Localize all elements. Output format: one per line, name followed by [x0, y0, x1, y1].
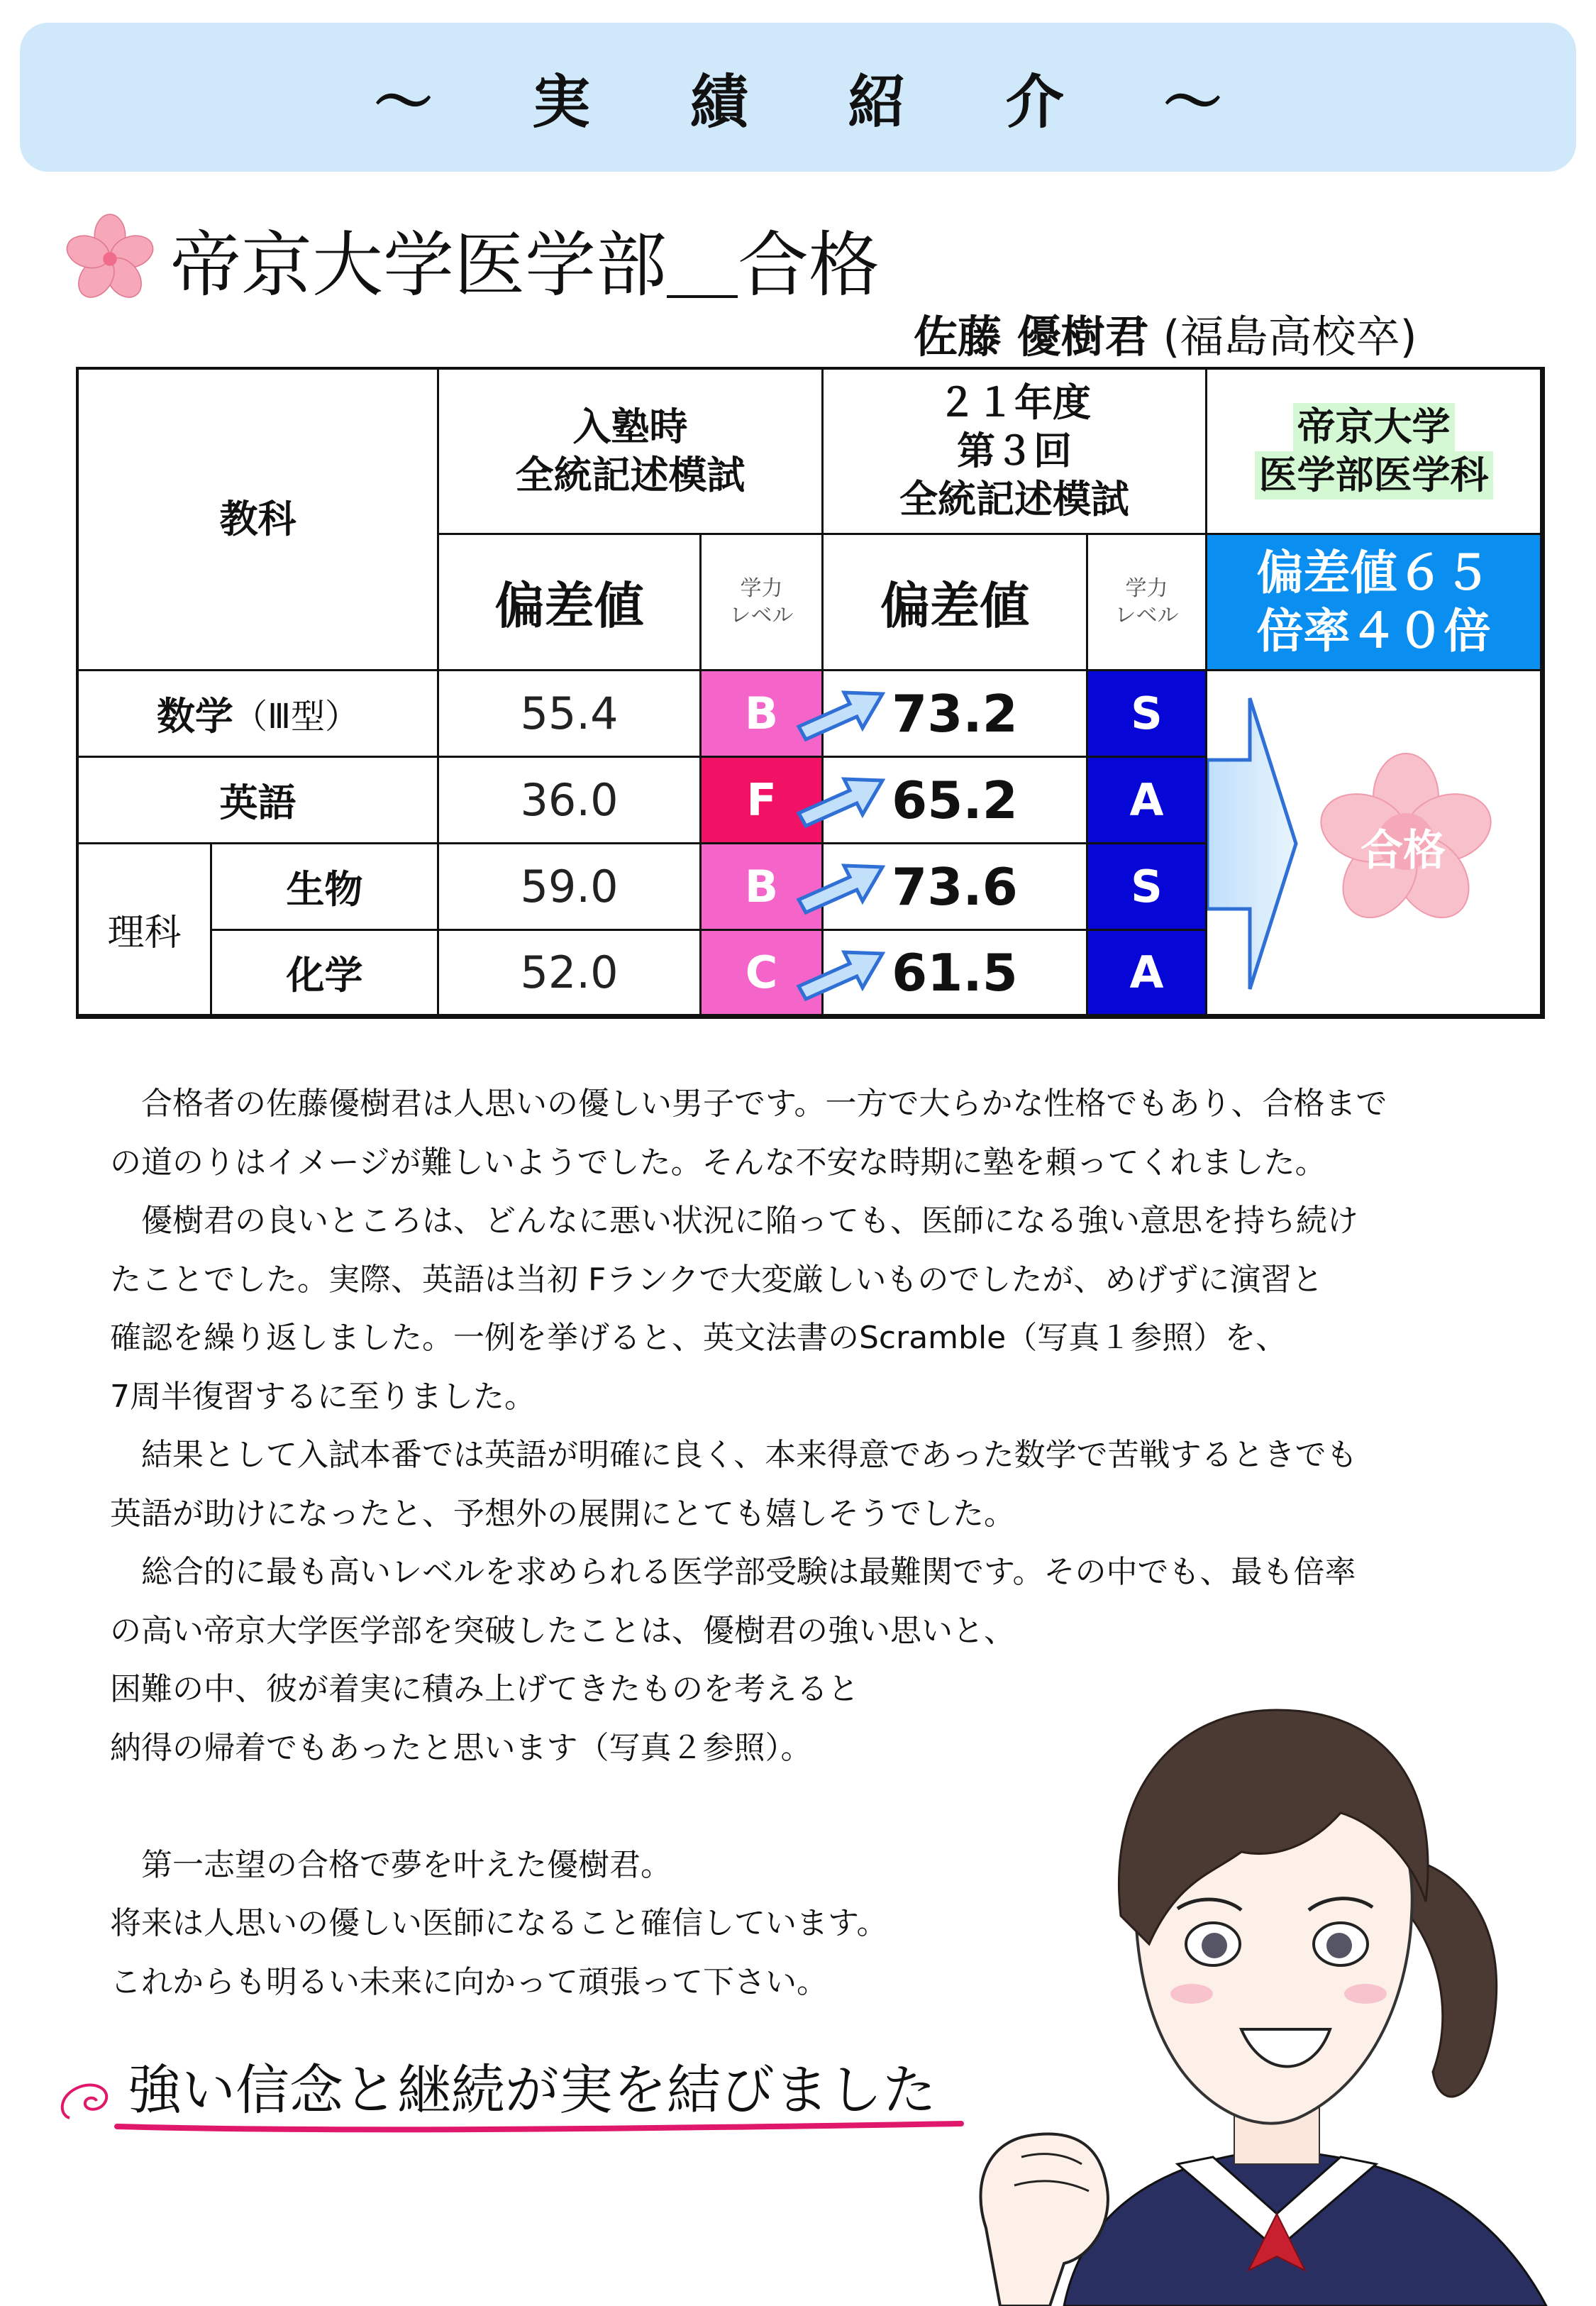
- chemistry-pre-level: C: [702, 931, 824, 1016]
- science-label: 理科: [79, 844, 212, 1016]
- improve-arrow-icon: [794, 765, 885, 829]
- body-line: 第一志望の合格で夢を叶えた優樹君。: [110, 1846, 672, 1883]
- math-pre-level: B: [702, 671, 824, 758]
- english-pre-score: 36.0: [439, 758, 702, 844]
- body-line: の道のりはイメージが難しいようでした。そんな不安な時期に塾を頼ってくれました。: [110, 1144, 1326, 1181]
- math-post-score: 73.2: [824, 671, 1088, 758]
- page-title-row: [64, 206, 880, 312]
- body-line: たことでした。実際、英語は当初 Fランクで大変厳しいものでしたが、めげずに演習と: [110, 1261, 1324, 1298]
- exam-level-label-1: 学力: [1125, 575, 1168, 601]
- target-header: [1207, 370, 1542, 535]
- entry-level-label-2: レベル: [729, 602, 794, 628]
- entry-score-label: 偏差値: [439, 535, 702, 671]
- entry-level-label-1: 学力: [740, 575, 783, 601]
- swirl-mark-icon: [55, 2075, 119, 2125]
- body-line: の高い帝京大学医学部を突破したことは、優樹君の強い思いと、: [110, 1612, 1015, 1649]
- improve-arrow-icon: [794, 851, 885, 915]
- col-exam-line3: 全統記述模試: [899, 477, 1129, 522]
- subject-english: 英語: [79, 758, 439, 844]
- target-deviation: 偏差値６５: [1256, 545, 1491, 600]
- slogan-underline: [113, 2111, 965, 2139]
- chemistry-post-level: A: [1088, 931, 1207, 1016]
- banner-title: ～ 実 績 紹 介 ～: [374, 68, 1262, 136]
- chemistry-pre-score: 52.0: [439, 931, 702, 1016]
- col-entry-header: [439, 370, 824, 535]
- col-exam-line1: ２１年度: [938, 380, 1091, 425]
- target-faculty: 医学部医学科: [1255, 451, 1493, 500]
- target-ratio: 倍率４０倍: [1256, 603, 1491, 658]
- student-illustration: [943, 1646, 1582, 2306]
- chemistry-post-score: 61.5: [824, 931, 1088, 1016]
- body-line: 困難の中、彼が着実に積み上げてきたものを考えると: [110, 1671, 859, 1707]
- student-info: [914, 302, 1417, 365]
- student-school: (福島高校卒): [1163, 311, 1417, 363]
- body-line: これからも明るい未来に向かって頑張って下さい。: [110, 1963, 828, 2000]
- exam-level-label: [1088, 535, 1207, 671]
- body-line: 確認を繰り返しました。一例を挙げると、英文法書のScramble（写真１参照）を、: [110, 1320, 1287, 1356]
- biology-post-score: 73.6: [824, 844, 1088, 931]
- exam-level-label-2: レベル: [1114, 602, 1179, 628]
- math-post-level: S: [1088, 671, 1207, 758]
- body-line: 将来は人思いの優しい医師になること確信しています。: [110, 1905, 888, 1941]
- target-univ: 帝京大学: [1293, 403, 1455, 451]
- col-exam-header: [824, 370, 1207, 535]
- body-line: 英語が助けになったと、予想外の展開にとても嬉しそうでした。: [110, 1495, 1015, 1532]
- subject-math: [79, 671, 439, 758]
- entry-level-label: [702, 535, 824, 671]
- improve-arrow-icon: [794, 678, 885, 742]
- col-exam-line2: 第３回: [957, 429, 1072, 473]
- body-line: 総合的に最も高いレベルを求められる医学部受験は最難関です。その中でも、最も倍率: [110, 1554, 1356, 1590]
- body-line: 優樹君の良いところは、どんなに悪い状況に陥っても、医師になる強い意思を持ち続け: [110, 1203, 1358, 1239]
- col-entry-line2: 全統記述模試: [515, 453, 746, 497]
- subject-math-label: 数学: [156, 694, 233, 739]
- english-pre-level: F: [702, 758, 824, 844]
- result-label: 合格: [1361, 826, 1446, 876]
- result-cell: [1207, 671, 1542, 1016]
- body-line: 結果として入試本番では英語が明確に良く、本来得意であった数学で苦戦するときでも: [110, 1437, 1358, 1473]
- subject-math-note: （Ⅲ型）: [233, 697, 360, 737]
- header-banner: [20, 23, 1576, 172]
- subject-header: 教科: [79, 370, 439, 671]
- biology-pre-score: 59.0: [439, 844, 702, 931]
- math-pre-score: 55.4: [439, 671, 702, 758]
- cherry-blossom-icon: [64, 213, 156, 305]
- subject-biology: 生物: [212, 844, 439, 931]
- english-post-level: A: [1088, 758, 1207, 844]
- slogan-text: 強い信念と継続が実を結びました: [128, 2058, 936, 2122]
- student-name: 佐藤 優樹君: [914, 311, 1149, 363]
- page-title: 帝京大学医学部＿合格: [170, 224, 880, 307]
- biology-post-level: S: [1088, 844, 1207, 931]
- body-line: 7周半復習するに至りました。: [110, 1378, 536, 1415]
- target-values: [1207, 535, 1542, 671]
- improve-arrow-icon: [794, 938, 885, 1002]
- exam-score-label: 偏差値: [824, 535, 1088, 671]
- subject-chemistry: 化学: [212, 931, 439, 1016]
- biology-pre-level: B: [702, 844, 824, 931]
- english-post-score: 65.2: [824, 758, 1088, 844]
- body-line: 合格者の佐藤優樹君は人思いの優しい男子です。一方で大らかな性格でもあり、合格まで: [110, 1086, 1387, 1122]
- body-line: 納得の帰着でもあったと思います（写真２参照）。: [110, 1729, 812, 1766]
- col-entry-line1: 入塾時: [572, 404, 688, 449]
